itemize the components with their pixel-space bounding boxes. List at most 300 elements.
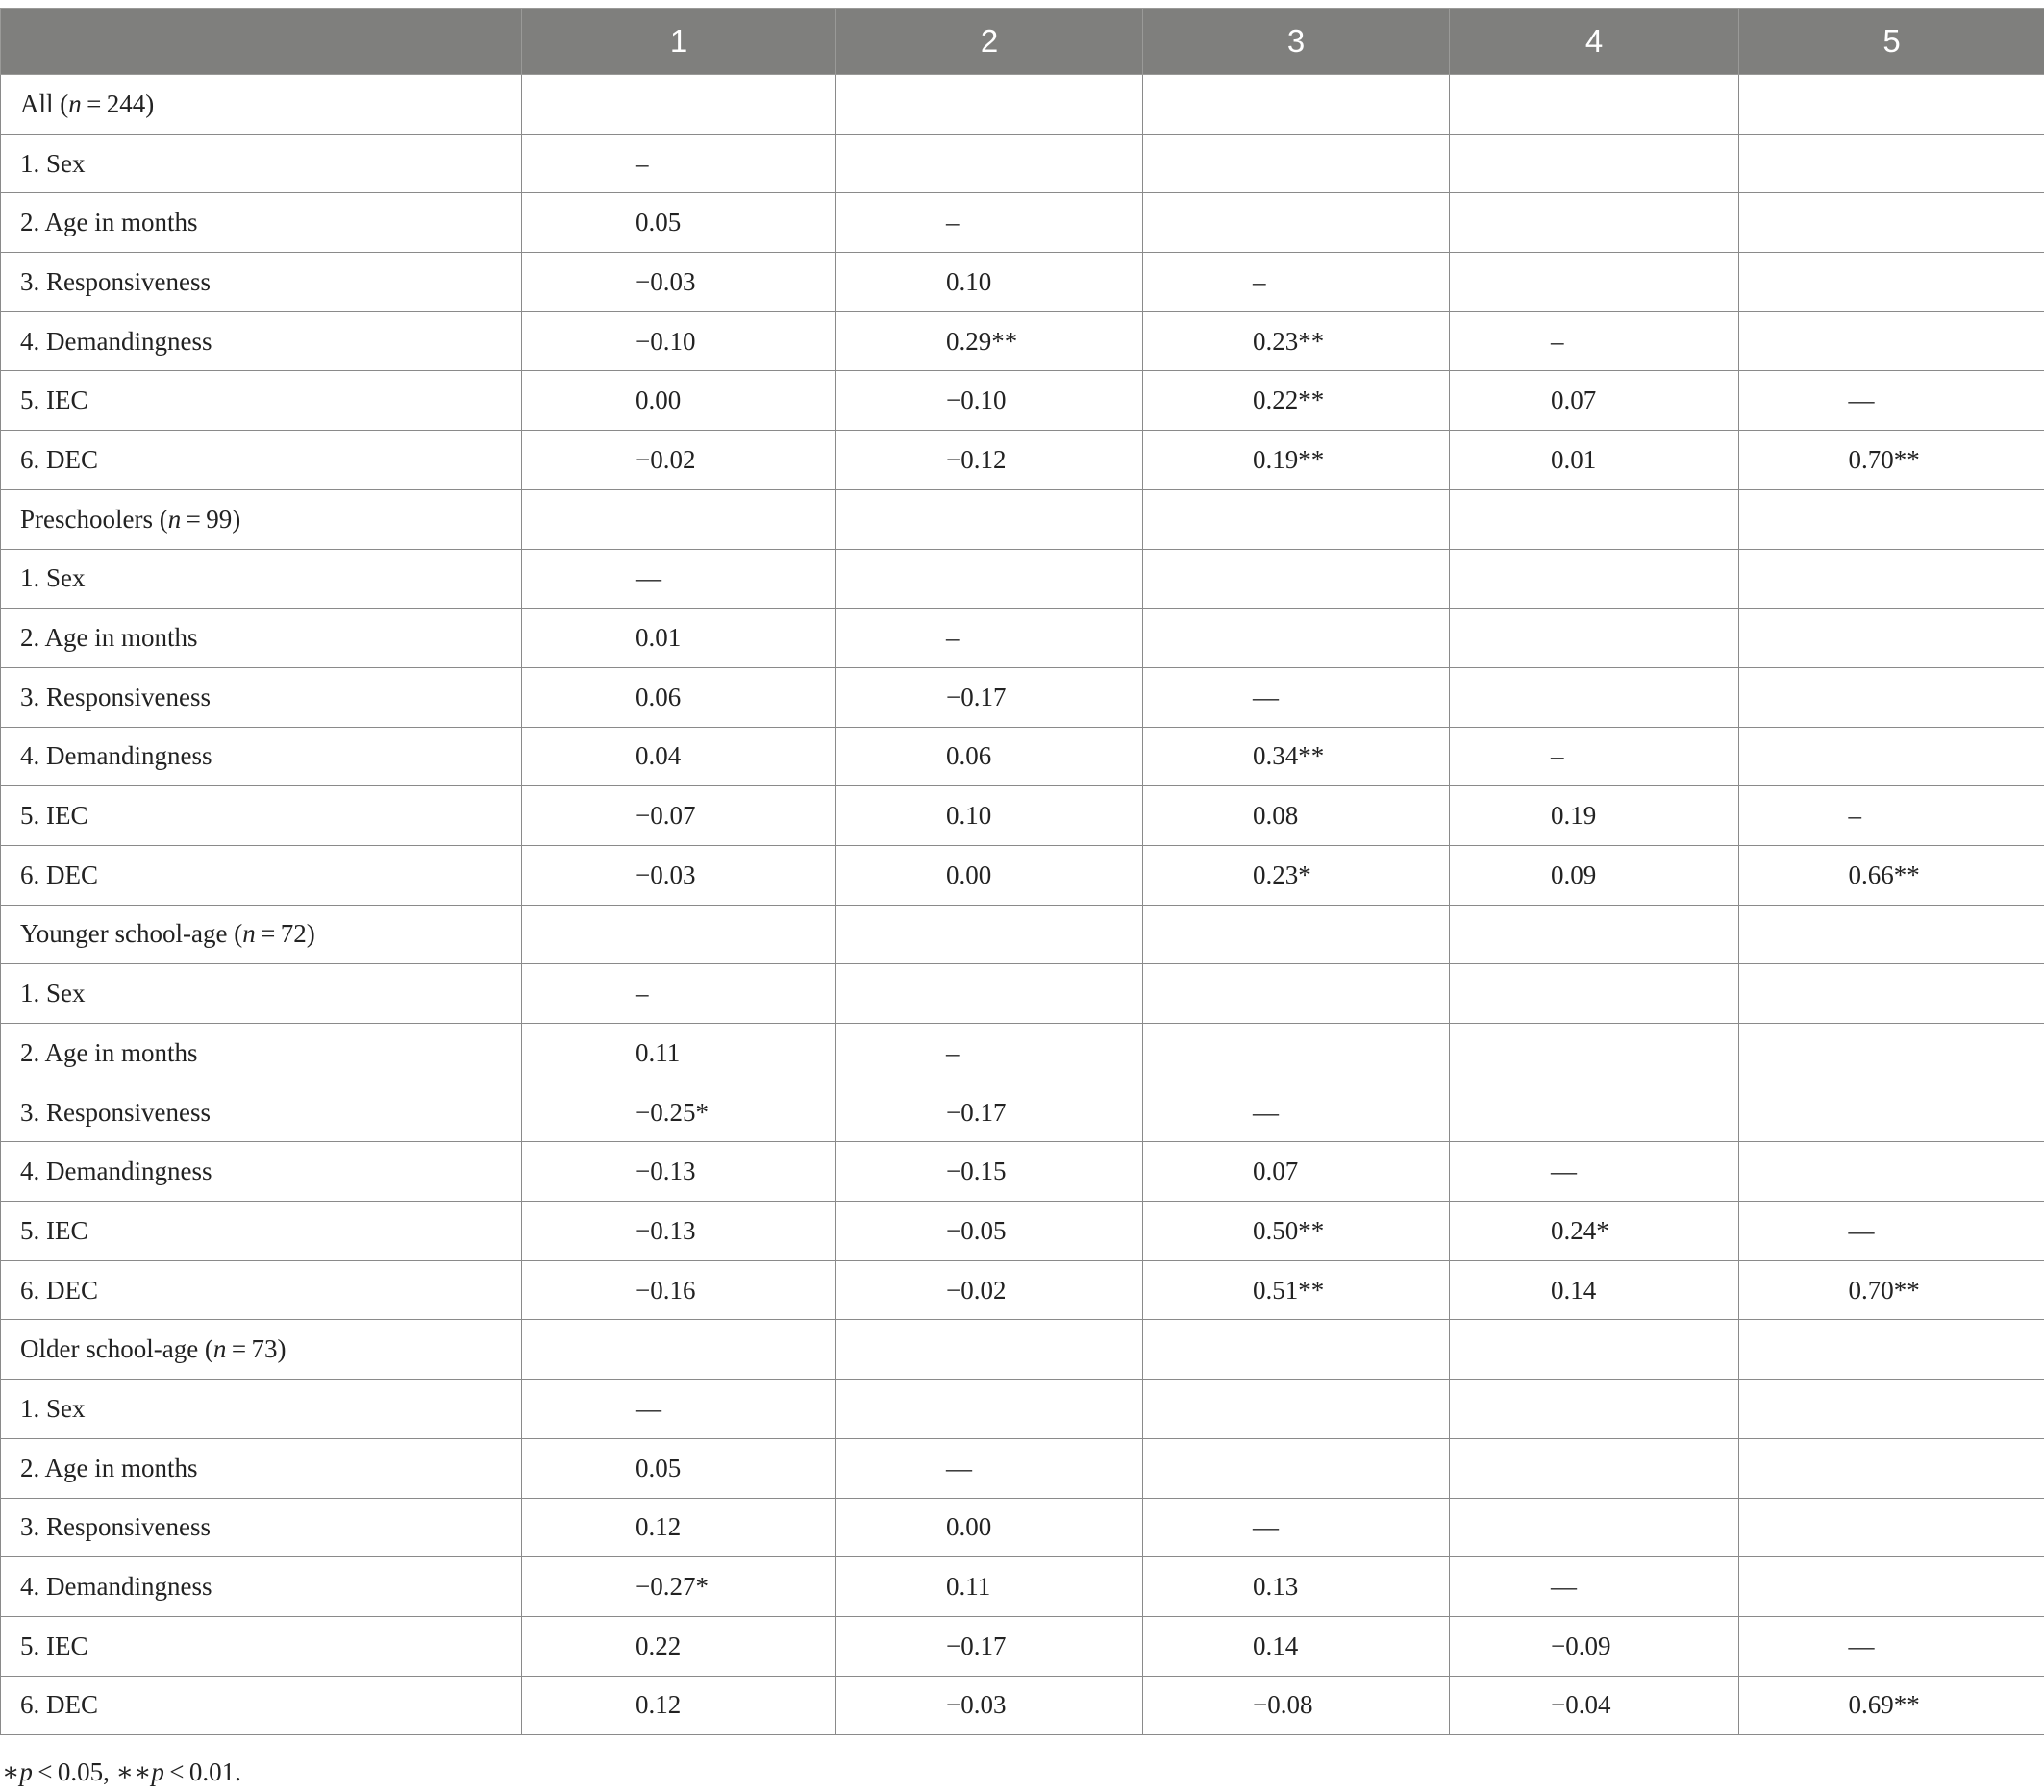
correlation-value: — [1253, 1097, 1279, 1127]
correlation-cell [836, 727, 1143, 786]
group-header-row [1, 905, 2044, 964]
correlation-value: 0.00 [946, 1512, 992, 1542]
header-cell-col-2: 2 [836, 9, 1143, 75]
empty-cell [836, 75, 1143, 135]
correlation-cell [1143, 1142, 1450, 1202]
correlation-value: — [1848, 1215, 1875, 1245]
correlation-value: 0.07 [1253, 1157, 1299, 1186]
correlation-value: 0.12 [636, 1512, 682, 1542]
correlation-value: −0.25* [636, 1097, 709, 1127]
table-footnote [2, 1757, 241, 1787]
correlation-cell [1450, 1142, 1739, 1202]
correlation-cell [1143, 253, 1450, 312]
correlation-cell [836, 549, 1143, 609]
correlation-cell [1450, 371, 1739, 431]
correlation-value: – [946, 208, 960, 237]
table-row [1, 667, 2044, 727]
correlation-cell [836, 1142, 1143, 1202]
correlation-cell [1739, 1142, 2044, 1202]
correlation-cell [1450, 431, 1739, 490]
correlation-value: −0.17 [946, 1630, 1007, 1660]
correlation-value: −0.03 [636, 859, 696, 889]
correlation-cell [836, 1024, 1143, 1083]
correlation-cell [1739, 845, 2044, 905]
correlation-value: – [1551, 326, 1564, 356]
correlation-cell [1739, 1024, 2044, 1083]
empty-cell [522, 489, 836, 549]
table-row [1, 845, 2044, 905]
correlation-value: 0.00 [636, 386, 682, 415]
correlation-cell [522, 193, 836, 253]
row-label: 6. DEC [1, 1676, 522, 1735]
empty-cell [522, 1320, 836, 1380]
correlation-value: 0.69** [1848, 1690, 1920, 1720]
correlation-cell [1143, 1616, 1450, 1676]
correlation-value: 0.06 [636, 682, 682, 711]
correlation-cell [836, 1557, 1143, 1617]
row-label: 1. Sex [1, 1380, 522, 1439]
empty-cell [1143, 905, 1450, 964]
header-cell-col-4: 4 [1450, 9, 1739, 75]
correlation-cell [1450, 1380, 1739, 1439]
correlation-value: −0.05 [946, 1215, 1007, 1245]
correlation-cell [1739, 1616, 2044, 1676]
group-n-value: = 73) [226, 1334, 287, 1364]
correlation-cell [1143, 1202, 1450, 1261]
correlation-cell [1450, 253, 1739, 312]
correlation-cell [522, 1024, 836, 1083]
correlation-cell [1143, 193, 1450, 253]
correlation-cell [1450, 1438, 1739, 1498]
correlation-cell [522, 431, 836, 490]
group-n-label: n [212, 1334, 227, 1364]
correlation-value: 0.14 [1253, 1630, 1299, 1660]
correlation-value: 0.50** [1253, 1215, 1325, 1245]
empty-cell [836, 489, 1143, 549]
correlation-value: −0.07 [636, 801, 696, 831]
correlation-cell [522, 727, 836, 786]
correlation-value: — [1253, 1512, 1279, 1542]
correlation-cell [1739, 1260, 2044, 1320]
footnote-p-2: p [151, 1757, 164, 1786]
correlation-cell [1739, 431, 2044, 490]
row-label: 2. Age in months [1, 1438, 522, 1498]
table-row [1, 371, 2044, 431]
empty-cell [1739, 905, 2044, 964]
correlation-value: −0.17 [946, 682, 1007, 711]
correlation-value: −0.03 [636, 266, 696, 296]
correlation-cell [1450, 1557, 1739, 1617]
group-n-value: = 72) [255, 919, 315, 949]
group-n-value: = 244) [81, 88, 155, 118]
empty-cell [1450, 489, 1739, 549]
correlation-cell [1739, 1557, 2044, 1617]
empty-cell [522, 75, 836, 135]
footnote-threshold-2: < 0.01. [163, 1757, 241, 1786]
correlation-cell [836, 667, 1143, 727]
table-row [1, 1260, 2044, 1320]
correlation-cell [836, 193, 1143, 253]
group-title-text: Younger school-age ( [20, 919, 243, 949]
correlation-cell [522, 1083, 836, 1142]
correlation-value: — [1253, 682, 1279, 711]
correlation-cell [522, 609, 836, 668]
correlation-table [0, 8, 2044, 1735]
correlation-value: 0.11 [636, 1037, 681, 1067]
table-row [1, 1083, 2044, 1142]
row-label: 6. DEC [1, 1260, 522, 1320]
correlation-cell [522, 1438, 836, 1498]
correlation-cell [522, 311, 836, 371]
correlation-value: – [1551, 741, 1564, 771]
empty-cell [1450, 1320, 1739, 1380]
correlation-cell [522, 1202, 836, 1261]
row-label: 5. IEC [1, 1202, 522, 1261]
correlation-cell [1143, 1380, 1450, 1439]
table-row [1, 1616, 2044, 1676]
header-row [1, 9, 2044, 75]
row-label: 3. Responsiveness [1, 667, 522, 727]
row-label: 1. Sex [1, 134, 522, 193]
footnote-threshold-1: < 0.05, [32, 1757, 116, 1786]
correlation-value: 0.05 [636, 208, 682, 237]
row-label: 4. Demandingness [1, 1142, 522, 1202]
correlation-value: 0.06 [946, 741, 992, 771]
header-cell-col-3: 3 [1143, 9, 1450, 75]
correlation-cell [1143, 134, 1450, 193]
correlation-value: – [946, 1037, 960, 1067]
correlation-value: 0.00 [946, 859, 992, 889]
correlation-cell [1739, 667, 2044, 727]
row-label: 2. Age in months [1, 609, 522, 668]
correlation-cell [1739, 253, 2044, 312]
row-label: 4. Demandingness [1, 727, 522, 786]
table-row [1, 964, 2044, 1024]
empty-cell [1739, 75, 2044, 135]
correlation-cell [1739, 1380, 2044, 1439]
correlation-cell [1450, 1676, 1739, 1735]
correlation-cell [1143, 1260, 1450, 1320]
table-row [1, 193, 2044, 253]
row-label: 2. Age in months [1, 1024, 522, 1083]
correlation-cell [1739, 549, 2044, 609]
correlation-cell [522, 667, 836, 727]
correlation-value: 0.23* [1253, 859, 1311, 889]
correlation-cell [1143, 1498, 1450, 1557]
row-label: 6. DEC [1, 845, 522, 905]
correlation-value: 0.10 [946, 266, 992, 296]
empty-cell [1143, 489, 1450, 549]
correlation-value: −0.03 [946, 1690, 1007, 1720]
correlation-cell [1450, 1498, 1739, 1557]
correlation-cell [1450, 1616, 1739, 1676]
correlation-cell [1143, 1557, 1450, 1617]
correlation-value: 0.12 [636, 1690, 682, 1720]
row-label: 2. Age in months [1, 193, 522, 253]
correlation-cell [836, 1438, 1143, 1498]
row-label: 3. Responsiveness [1, 1083, 522, 1142]
group-header-row [1, 75, 2044, 135]
correlation-value: −0.13 [636, 1157, 696, 1186]
correlation-cell [836, 1676, 1143, 1735]
correlation-value: — [1551, 1157, 1577, 1186]
correlation-cell [522, 1616, 836, 1676]
correlation-cell [522, 786, 836, 846]
group-title-text: All ( [20, 88, 69, 118]
correlation-cell [836, 1498, 1143, 1557]
correlation-cell [1450, 1083, 1739, 1142]
row-label: 3. Responsiveness [1, 253, 522, 312]
group-title-text: Preschoolers ( [20, 504, 168, 534]
correlation-cell [836, 134, 1143, 193]
correlation-value: 0.66** [1848, 859, 1920, 889]
group-title [1, 905, 522, 964]
table-row [1, 609, 2044, 668]
table-row [1, 786, 2044, 846]
row-label: 1. Sex [1, 964, 522, 1024]
correlation-cell [1450, 1202, 1739, 1261]
correlation-table-container [0, 8, 2044, 1735]
correlation-value: 0.01 [1551, 444, 1597, 474]
correlation-cell [1143, 609, 1450, 668]
correlation-value: 0.13 [1253, 1572, 1299, 1602]
correlation-cell [1739, 1498, 2044, 1557]
correlation-cell [522, 1557, 836, 1617]
correlation-cell [1450, 845, 1739, 905]
correlation-value: — [1848, 1630, 1875, 1660]
correlation-value: −0.10 [636, 326, 696, 356]
correlation-value: 0.70** [1848, 444, 1920, 474]
table-row [1, 1498, 2044, 1557]
empty-cell [1143, 75, 1450, 135]
correlation-cell [1143, 1024, 1450, 1083]
table-row [1, 1438, 2044, 1498]
group-n-value: = 99) [181, 504, 241, 534]
correlation-value: −0.02 [636, 444, 696, 474]
correlation-cell [836, 253, 1143, 312]
correlation-value: — [1848, 386, 1875, 415]
correlation-value: 0.10 [946, 801, 992, 831]
correlation-cell [522, 549, 836, 609]
correlation-value: 0.05 [636, 1453, 682, 1482]
correlation-cell [1739, 1083, 2044, 1142]
correlation-cell [1450, 1024, 1739, 1083]
correlation-cell [836, 786, 1143, 846]
correlation-cell [1450, 667, 1739, 727]
correlation-cell [1739, 134, 2044, 193]
group-header-row [1, 1320, 2044, 1380]
correlation-value: 0.22** [1253, 386, 1325, 415]
correlation-cell [836, 845, 1143, 905]
correlation-value: – [946, 623, 960, 653]
correlation-cell [1450, 193, 1739, 253]
correlation-cell [522, 134, 836, 193]
correlation-cell [1143, 371, 1450, 431]
correlation-value: 0.23** [1253, 326, 1325, 356]
group-n-label: n [167, 504, 182, 534]
correlation-cell [1450, 1260, 1739, 1320]
correlation-cell [1739, 609, 2044, 668]
correlation-value: 0.09 [1551, 859, 1597, 889]
correlation-cell [522, 253, 836, 312]
footnote-star-2: ∗∗ [115, 1757, 152, 1786]
correlation-value: 0.11 [946, 1572, 991, 1602]
correlation-cell [836, 1202, 1143, 1261]
correlation-value: 0.24* [1551, 1215, 1609, 1245]
table-row [1, 311, 2044, 371]
correlation-cell [522, 964, 836, 1024]
correlation-cell [1739, 1438, 2044, 1498]
correlation-value: 0.22 [636, 1630, 682, 1660]
correlation-value: −0.10 [946, 386, 1007, 415]
correlation-value: 0.04 [636, 741, 682, 771]
correlation-cell [1739, 311, 2044, 371]
correlation-cell [522, 1498, 836, 1557]
correlation-value: – [636, 148, 649, 178]
correlation-cell [1143, 845, 1450, 905]
correlation-cell [1739, 727, 2044, 786]
correlation-cell [1143, 431, 1450, 490]
table-row [1, 549, 2044, 609]
correlation-value: 0.29** [946, 326, 1018, 356]
correlation-cell [1143, 1438, 1450, 1498]
correlation-cell [1143, 549, 1450, 609]
correlation-cell [1450, 609, 1739, 668]
correlation-value: – [636, 979, 649, 1008]
correlation-value: — [636, 1393, 661, 1423]
header-cell-label [1, 9, 522, 75]
correlation-value: 0.19 [1551, 801, 1597, 831]
correlation-cell [1739, 1202, 2044, 1261]
row-label: 1. Sex [1, 549, 522, 609]
correlation-value: −0.15 [946, 1157, 1007, 1186]
correlation-cell [1450, 311, 1739, 371]
correlation-cell [1143, 786, 1450, 846]
empty-cell [1450, 75, 1739, 135]
correlation-cell [1143, 727, 1450, 786]
correlation-cell [1450, 727, 1739, 786]
correlation-cell [1143, 1083, 1450, 1142]
correlation-value: −0.16 [636, 1275, 696, 1305]
row-label: 4. Demandingness [1, 311, 522, 371]
row-label: 5. IEC [1, 1616, 522, 1676]
row-label: 4. Demandingness [1, 1557, 522, 1617]
correlation-cell [1739, 786, 2044, 846]
table-row [1, 1676, 2044, 1735]
correlation-value: −0.12 [946, 444, 1007, 474]
correlation-cell [1739, 371, 2044, 431]
correlation-value: 0.19** [1253, 444, 1325, 474]
empty-cell [1450, 905, 1739, 964]
correlation-cell [836, 1260, 1143, 1320]
table-row [1, 727, 2044, 786]
empty-cell [1143, 1320, 1450, 1380]
row-label: 5. IEC [1, 371, 522, 431]
correlation-cell [836, 1380, 1143, 1439]
correlation-cell [1450, 964, 1739, 1024]
correlation-cell [836, 609, 1143, 668]
row-label: 5. IEC [1, 786, 522, 846]
table-row [1, 1557, 2044, 1617]
correlation-value: 0.01 [636, 623, 682, 653]
correlation-cell [836, 1616, 1143, 1676]
correlation-cell [836, 311, 1143, 371]
correlation-value: — [946, 1453, 972, 1482]
correlation-cell [836, 1083, 1143, 1142]
correlation-cell [836, 371, 1143, 431]
correlation-value: −0.13 [636, 1215, 696, 1245]
correlation-cell [522, 1260, 836, 1320]
table-row [1, 1380, 2044, 1439]
correlation-cell [1739, 1676, 2044, 1735]
correlation-value: — [1551, 1572, 1577, 1602]
correlation-value: 0.51** [1253, 1275, 1325, 1305]
group-title [1, 489, 522, 549]
correlation-cell [1143, 1676, 1450, 1735]
table-row [1, 1142, 2044, 1202]
row-label: 6. DEC [1, 431, 522, 490]
table-row [1, 431, 2044, 490]
footnote-star-1: ∗ [2, 1757, 20, 1786]
correlation-value: −0.09 [1551, 1630, 1611, 1660]
correlation-value: 0.34** [1253, 741, 1325, 771]
correlation-value: — [636, 563, 661, 593]
table-row [1, 1202, 2044, 1261]
correlation-cell [1739, 964, 2044, 1024]
group-title [1, 75, 522, 135]
table-header [1, 9, 2044, 75]
correlation-value: −0.02 [946, 1275, 1007, 1305]
empty-cell [522, 905, 836, 964]
correlation-value: −0.04 [1551, 1690, 1611, 1720]
correlation-value: 0.07 [1551, 386, 1597, 415]
empty-cell [836, 1320, 1143, 1380]
row-label: 3. Responsiveness [1, 1498, 522, 1557]
empty-cell [1739, 1320, 2044, 1380]
correlation-cell [1143, 311, 1450, 371]
correlation-cell [522, 1142, 836, 1202]
correlation-value: – [1253, 266, 1266, 296]
correlation-cell [1450, 134, 1739, 193]
correlation-cell [1143, 964, 1450, 1024]
correlation-cell [836, 431, 1143, 490]
correlation-value: −0.27* [636, 1572, 709, 1602]
correlation-cell [1450, 786, 1739, 846]
correlation-cell [1739, 193, 2044, 253]
correlation-cell [522, 1676, 836, 1735]
correlation-value: 0.14 [1551, 1275, 1597, 1305]
table-row [1, 253, 2044, 312]
header-cell-col-5: 5 [1739, 9, 2044, 75]
correlation-cell [1143, 667, 1450, 727]
correlation-value: 0.08 [1253, 801, 1299, 831]
table-row [1, 134, 2044, 193]
footnote-p-1: p [19, 1757, 33, 1786]
correlation-cell [522, 371, 836, 431]
group-title-text: Older school-age ( [20, 1334, 213, 1364]
correlation-value: 0.70** [1848, 1275, 1920, 1305]
group-n-label: n [68, 88, 82, 118]
table-body [1, 75, 2044, 1735]
correlation-cell [836, 964, 1143, 1024]
correlation-cell [522, 845, 836, 905]
empty-cell [1739, 489, 2044, 549]
correlation-value: −0.08 [1253, 1690, 1313, 1720]
correlation-value: −0.17 [946, 1097, 1007, 1127]
group-header-row [1, 489, 2044, 549]
empty-cell [836, 905, 1143, 964]
group-n-label: n [242, 919, 256, 949]
